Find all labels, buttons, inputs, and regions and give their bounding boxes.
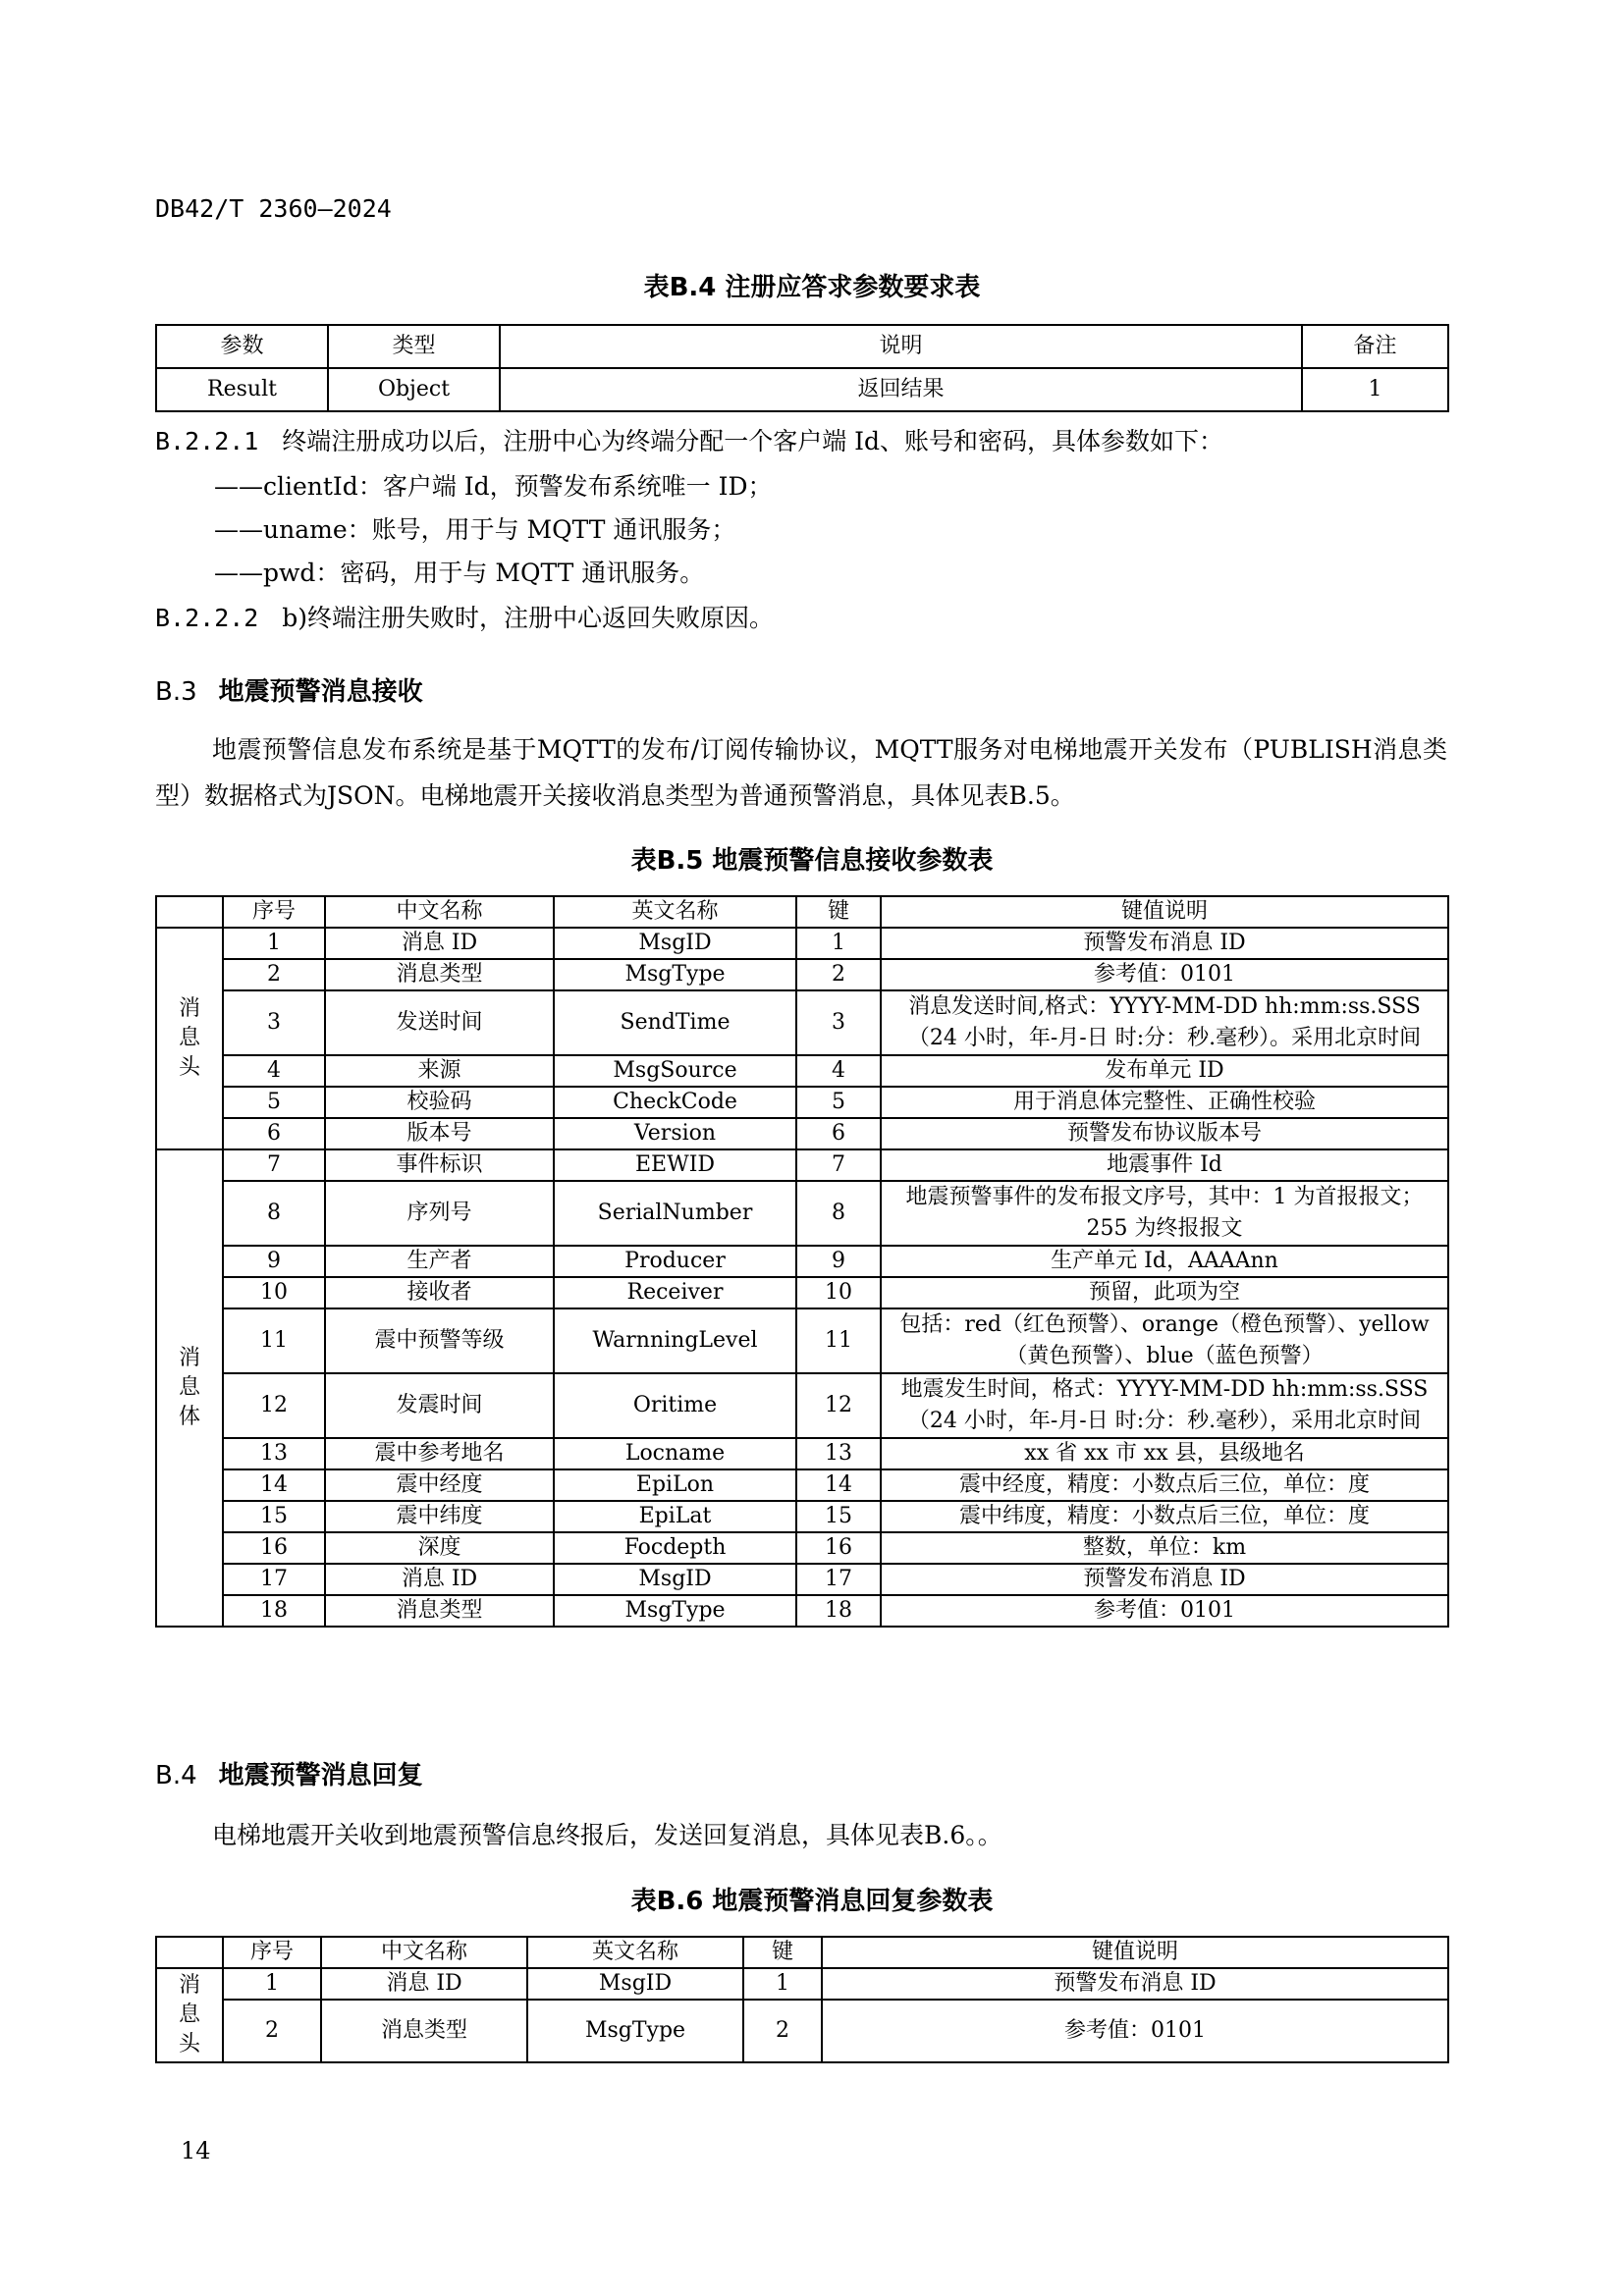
table-cell: 1 — [743, 1968, 822, 2000]
table-cell: 序列号 — [325, 1181, 554, 1246]
table-cell: 整数，单位：km — [881, 1532, 1448, 1564]
table-cell: MsgID — [554, 1564, 796, 1595]
header-cell: 中文名称 — [321, 1937, 527, 1968]
table-header-row — [156, 1937, 1448, 1968]
table-row — [156, 368, 1448, 411]
table-cell: 包括：red（红色预警）、orange（橙色预警）、yellow（黄色预警）、blue（蓝色预警） — [881, 1308, 1448, 1373]
table-row — [156, 1373, 1448, 1438]
table-b5-caption: 表B.5 地震预警信息接收参数表 — [630, 846, 994, 876]
table-cell: 校验码 — [325, 1087, 554, 1118]
table-cell: 接收者 — [325, 1277, 554, 1308]
group-label-header: 消息头 — [156, 1968, 223, 2062]
table-cell: MsgID — [527, 1968, 743, 2000]
header-cell: 备注 — [1302, 325, 1448, 368]
table-row — [156, 1564, 1448, 1595]
table-cell: 参考值：0101 — [881, 1595, 1448, 1627]
table-cell: 9 — [223, 1246, 325, 1277]
table-cell: SendTime — [554, 990, 796, 1055]
table-cell: 1 — [223, 1968, 321, 2000]
table-row — [156, 1968, 1448, 2000]
table-row — [156, 1532, 1448, 1564]
table-cell: 事件标识 — [325, 1149, 554, 1181]
table-cell: 预警发布消息 ID — [881, 1564, 1448, 1595]
table-cell: 5 — [223, 1087, 325, 1118]
header-cell: 键值说明 — [881, 896, 1448, 928]
table-cell: 9 — [796, 1246, 881, 1277]
table-cell: 预警发布协议版本号 — [881, 1118, 1448, 1149]
table-header-row — [156, 325, 1448, 368]
table-cell: 震中经度，精度：小数点后三位，单位：度 — [881, 1469, 1448, 1501]
section-title: 地震预警消息回复 — [218, 1761, 423, 1790]
table-b6 — [155, 1936, 1449, 2063]
table-row — [156, 1469, 1448, 1501]
table-cell: 预留，此项为空 — [881, 1277, 1448, 1308]
table-cell: CheckCode — [554, 1087, 796, 1118]
table-cell: MsgType — [554, 1595, 796, 1627]
table-cell: Locname — [554, 1438, 796, 1469]
header-cell: 键值说明 — [822, 1937, 1448, 1968]
table-cell: 10 — [223, 1277, 325, 1308]
header-cell: 英文名称 — [527, 1937, 743, 1968]
table-cell: 13 — [223, 1438, 325, 1469]
table-cell: 消息发送时间,格式：YYYY-MM-DD hh:mm:ss.SSS（24 小时，年-月-日 时:分：秒.毫秒）。采用北京时间 — [881, 990, 1448, 1055]
table-cell: 4 — [223, 1055, 325, 1087]
table-cell: 震中纬度 — [325, 1501, 554, 1532]
table-cell: Result — [156, 368, 328, 411]
table-row — [156, 1149, 1448, 1181]
clause-number: B.2.2.1 — [155, 427, 259, 455]
table-cell: 震中参考地名 — [325, 1438, 554, 1469]
table-cell: 14 — [796, 1469, 881, 1501]
table-b4-caption: 表B.4 注册应答求参数要求表 — [643, 273, 981, 302]
table-cell: 消息类型 — [321, 2000, 527, 2062]
table-cell: 预警发布消息 ID — [822, 1968, 1448, 2000]
list-item: ——uname：账号，用于与 MQTT 通讯服务； — [214, 515, 736, 544]
section-heading-b4 — [155, 1755, 423, 1791]
table-cell: 18 — [223, 1595, 325, 1627]
table-cell: 生产者 — [325, 1246, 554, 1277]
header-cell: 键 — [743, 1937, 822, 1968]
document-code: DB42/T 2360—2024 — [155, 194, 392, 223]
table-cell: 1 — [223, 928, 325, 959]
section-title: 地震预警消息接收 — [218, 677, 423, 707]
table-cell: WarnningLevel — [554, 1308, 796, 1373]
table-cell: 6 — [223, 1118, 325, 1149]
group-label-header: 消息头 — [156, 928, 223, 1149]
table-cell: 生产单元 Id，AAAAnn — [881, 1246, 1448, 1277]
table-cell: 地震发生时间，格式：YYYY-MM-DD hh:mm:ss.SSS（24 小时，年-月-日 时:分：秒.毫秒），采用北京时间 — [881, 1373, 1448, 1438]
table-cell: 消息类型 — [325, 1595, 554, 1627]
table-cell: 1 — [1302, 368, 1448, 411]
table-cell: EEWID — [554, 1149, 796, 1181]
table-cell: 2 — [743, 2000, 822, 2062]
group-label-body: 消息体 — [156, 1149, 223, 1627]
table-row — [156, 1087, 1448, 1118]
table-cell: Oritime — [554, 1373, 796, 1438]
table-cell: 消息 ID — [325, 1564, 554, 1595]
table-header-row — [156, 896, 1448, 928]
table-cell: 1 — [796, 928, 881, 959]
table-row — [156, 1118, 1448, 1149]
clause-text: b)终端注册失败时，注册中心返回失败原因。 — [282, 604, 774, 632]
header-cell: 类型 — [328, 325, 500, 368]
table-cell: 14 — [223, 1469, 325, 1501]
table-row — [156, 1246, 1448, 1277]
table-cell: 3 — [223, 990, 325, 1055]
table-cell: 版本号 — [325, 1118, 554, 1149]
table-row — [156, 1277, 1448, 1308]
page-number: 14 — [181, 2137, 211, 2164]
table-cell: 参考值：0101 — [881, 959, 1448, 990]
table-cell: 来源 — [325, 1055, 554, 1087]
header-cell — [156, 1937, 223, 1968]
table-cell: 地震事件 Id — [881, 1149, 1448, 1181]
section-number: B.3 — [155, 677, 197, 707]
table-cell: 参考值：0101 — [822, 2000, 1448, 2062]
table-row — [156, 959, 1448, 990]
clause-text: 终端注册成功以后，注册中心为终端分配一个客户端 Id、账号和密码，具体参数如下： — [282, 427, 1224, 455]
table-cell: 7 — [223, 1149, 325, 1181]
table-cell: 12 — [223, 1373, 325, 1438]
table-cell: MsgType — [554, 959, 796, 990]
section-b4-paragraph: 电梯地震开关收到地震预警信息终报后，发送回复消息，具体见表B.6。。 — [212, 1821, 1002, 1849]
table-cell: 3 — [796, 990, 881, 1055]
table-cell: MsgID — [554, 928, 796, 959]
table-cell: 11 — [223, 1308, 325, 1373]
table-cell: 震中纬度，精度：小数点后三位，单位：度 — [881, 1501, 1448, 1532]
table-row — [156, 1055, 1448, 1087]
list-item: ——pwd：密码，用于与 MQTT 通讯服务。 — [214, 559, 705, 587]
table-cell: 2 — [796, 959, 881, 990]
table-cell: 16 — [796, 1532, 881, 1564]
header-cell: 序号 — [223, 896, 325, 928]
table-row — [156, 1181, 1448, 1246]
table-cell: 15 — [796, 1501, 881, 1532]
table-cell: 发布单元 ID — [881, 1055, 1448, 1087]
header-cell — [156, 896, 223, 928]
table-cell: 发送时间 — [325, 990, 554, 1055]
header-cell: 说明 — [500, 325, 1302, 368]
table-row — [156, 2000, 1448, 2062]
table-cell: SerialNumber — [554, 1181, 796, 1246]
table-cell: Receiver — [554, 1277, 796, 1308]
table-cell: 17 — [796, 1564, 881, 1595]
table-cell: 4 — [796, 1055, 881, 1087]
header-cell: 键 — [796, 896, 881, 928]
header-cell: 序号 — [223, 1937, 321, 1968]
table-cell: Producer — [554, 1246, 796, 1277]
table-cell: Version — [554, 1118, 796, 1149]
table-cell: xx 省 xx 市 xx 县，县级地名 — [881, 1438, 1448, 1469]
table-cell: 用于消息体完整性、正确性校验 — [881, 1087, 1448, 1118]
table-row — [156, 990, 1448, 1055]
header-cell: 参数 — [156, 325, 328, 368]
table-cell: 震中经度 — [325, 1469, 554, 1501]
table-cell: 11 — [796, 1308, 881, 1373]
table-cell: 2 — [223, 2000, 321, 2062]
table-cell: Object — [328, 368, 500, 411]
header-cell: 中文名称 — [325, 896, 554, 928]
table-cell: 10 — [796, 1277, 881, 1308]
table-cell: 16 — [223, 1532, 325, 1564]
table-cell: 返回结果 — [500, 368, 1302, 411]
table-cell: 地震预警事件的发布报文序号，其中：1 为首报报文；255 为终报报文 — [881, 1181, 1448, 1246]
table-cell: 消息类型 — [325, 959, 554, 990]
table-cell: 12 — [796, 1373, 881, 1438]
clause-number: B.2.2.2 — [155, 604, 259, 632]
table-cell: 17 — [223, 1564, 325, 1595]
clause-b221 — [155, 420, 1451, 463]
table-cell: 13 — [796, 1438, 881, 1469]
table-b4 — [155, 324, 1449, 412]
table-row — [156, 1308, 1448, 1373]
section-number: B.4 — [155, 1761, 197, 1790]
table-row — [156, 1501, 1448, 1532]
table-cell: 18 — [796, 1595, 881, 1627]
clause-b222 — [155, 597, 1451, 640]
table-cell: 2 — [223, 959, 325, 990]
table-cell: 消息 ID — [321, 1968, 527, 2000]
table-cell: 预警发布消息 ID — [881, 928, 1448, 959]
table-cell: 8 — [796, 1181, 881, 1246]
section-b3-paragraph: 地震预警信息发布系统是基于MQTT的发布/订阅传输协议，MQTT服务对电梯地震开关发布（PUBLISH消息类型）数据格式为JSON。电梯地震开关接收消息类型为普通预警消息，具体见表B.5。 — [155, 735, 1447, 810]
table-cell: Focdepth — [554, 1532, 796, 1564]
table-cell: EpiLon — [554, 1469, 796, 1501]
list-item: ——clientId：客户端 Id，预警发布系统唯一 ID； — [214, 472, 773, 501]
table-cell: 发震时间 — [325, 1373, 554, 1438]
table-cell: 8 — [223, 1181, 325, 1246]
table-row — [156, 928, 1448, 959]
table-cell: 7 — [796, 1149, 881, 1181]
table-b6-caption: 表B.6 地震预警消息回复参数表 — [630, 1887, 994, 1916]
table-row — [156, 1438, 1448, 1469]
header-cell: 英文名称 — [554, 896, 796, 928]
table-cell: 15 — [223, 1501, 325, 1532]
table-cell: 深度 — [325, 1532, 554, 1564]
table-b5 — [155, 895, 1449, 1628]
table-row — [156, 1595, 1448, 1627]
table-cell: 消息 ID — [325, 928, 554, 959]
table-cell: MsgType — [527, 2000, 743, 2062]
table-cell: EpiLat — [554, 1501, 796, 1532]
table-cell: 震中预警等级 — [325, 1308, 554, 1373]
section-heading-b3 — [155, 671, 423, 708]
table-cell: MsgSource — [554, 1055, 796, 1087]
table-cell: 6 — [796, 1118, 881, 1149]
table-cell: 5 — [796, 1087, 881, 1118]
